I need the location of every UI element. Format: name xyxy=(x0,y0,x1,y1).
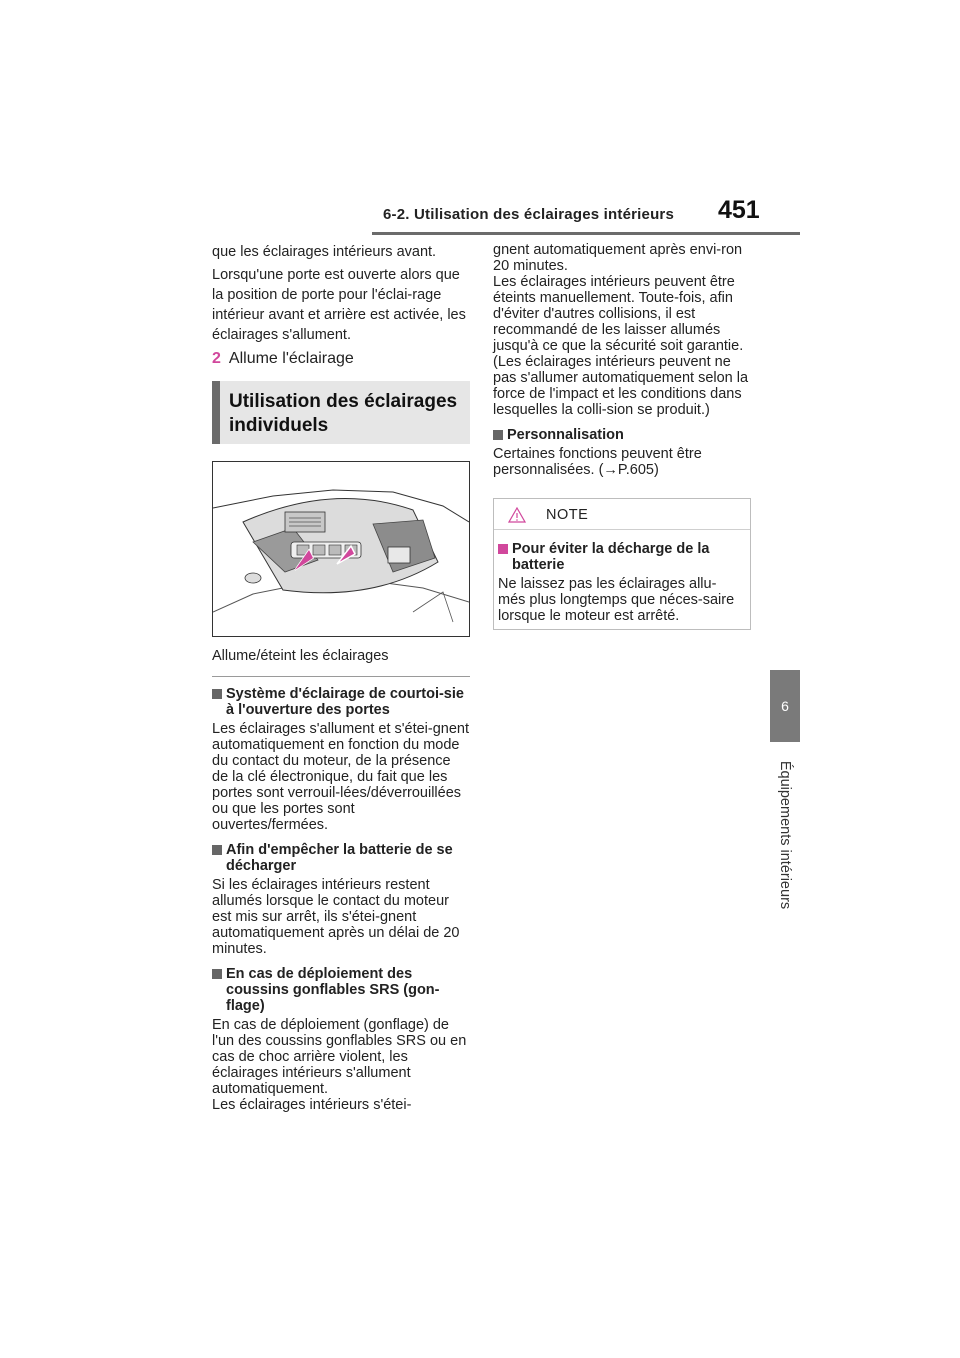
note-text: Ne laissez pas les éclairages allu-més plus longtemps que néces-saire lorsque le moteur est arrêté. xyxy=(498,576,735,624)
subsection-body: En cas de déploiement (gonflage) de l'un des coussins gonflables SRS ou en cas de choc arrière violent, les éclairages intérieurs s'allument automatiquement. Les éclairages intérieurs s'étei- xyxy=(212,1017,467,1113)
square-bullet-icon xyxy=(493,430,503,440)
section-heading-box xyxy=(212,381,470,444)
header-title: 6-2. Utilisation des éclairages intérieurs xyxy=(383,206,675,223)
divider xyxy=(212,676,470,677)
step-text: Allume l'éclairage xyxy=(228,350,354,367)
note-label: NOTE xyxy=(546,507,589,523)
overhead-console-drawing xyxy=(213,462,469,636)
square-bullet-icon xyxy=(212,969,222,979)
note-body xyxy=(494,532,738,630)
subsection-title: Système d'éclairage de courtoi-sie à l'ouverture des portes xyxy=(212,686,470,718)
chapter-label: Équipements intérieurs xyxy=(777,760,793,910)
square-bullet-icon xyxy=(498,544,508,554)
note-header xyxy=(494,507,750,525)
step-number: 2 xyxy=(212,350,221,367)
page-number: 451 xyxy=(718,196,760,224)
step-item xyxy=(212,349,470,369)
section-title: Utilisation des éclairages individuels xyxy=(229,391,458,436)
note-box xyxy=(493,498,751,630)
square-bullet-icon xyxy=(212,689,222,699)
subsection-body: Les éclairages s'allument et s'étei-gnent automatiquement en fonction du mode du contact du moteur, de la présence de la clé électronique, du fait que les portes sont verrouil-lées/déverrouillées ou que les portes sont ouvertes/fermées. xyxy=(212,721,470,833)
warning-triangle-icon xyxy=(508,507,526,523)
subsection-title: Afin d'empêcher la batterie de se décharger xyxy=(212,842,470,874)
lead-text xyxy=(212,242,470,345)
figure-caption: Allume/éteint les éclairages xyxy=(212,648,389,664)
subsection-body: Si les éclairages intérieurs restent allumés lorsque le contact du moteur est mis sur arrêt, ils s'étei-gnent automatiquement après un délai de 20 minutes. xyxy=(212,877,460,957)
square-bullet-icon xyxy=(212,845,222,855)
continuation-text: gnent automatiquement après envi-ron 20 minutes. Les éclairages intérieurs peuvent être éteints manuellement. Toute-fois, afin d'éviter d'autres collisions, il est recommandé de les laisser allumés jusqu'à ce que la sécurité soit garantie. (Les éclairages intérieurs peuvent ne pas s'allumer automatiquement selon la force de l'impact et les conditions dans lesquelles la colli-sion se produit.) xyxy=(493,242,749,418)
note-divider xyxy=(494,529,750,530)
subsection-title: Personnalisation xyxy=(493,427,751,443)
subsection-body: Certaines fonctions peuvent être personnalisées. (→P.605) xyxy=(493,446,702,478)
left-column xyxy=(212,242,470,1119)
subsection-title: En cas de déploiement des coussins gonflables SRS (gon-flage) xyxy=(212,966,470,1014)
header-rule xyxy=(372,232,800,235)
note-title: Pour éviter la décharge de la batterie xyxy=(498,541,738,573)
lead-paragraph: Lorsqu'une porte est ouverte alors que la position de porte pour l'éclai-rage intérieur avant et arrière est activée, les éclairages s'allument. xyxy=(212,267,466,343)
overhead-console-illustration xyxy=(212,461,470,637)
lead-paragraph: que les éclairages intérieurs avant. xyxy=(212,244,437,260)
chapter-tab: 6 xyxy=(770,670,800,742)
right-column xyxy=(493,242,751,630)
